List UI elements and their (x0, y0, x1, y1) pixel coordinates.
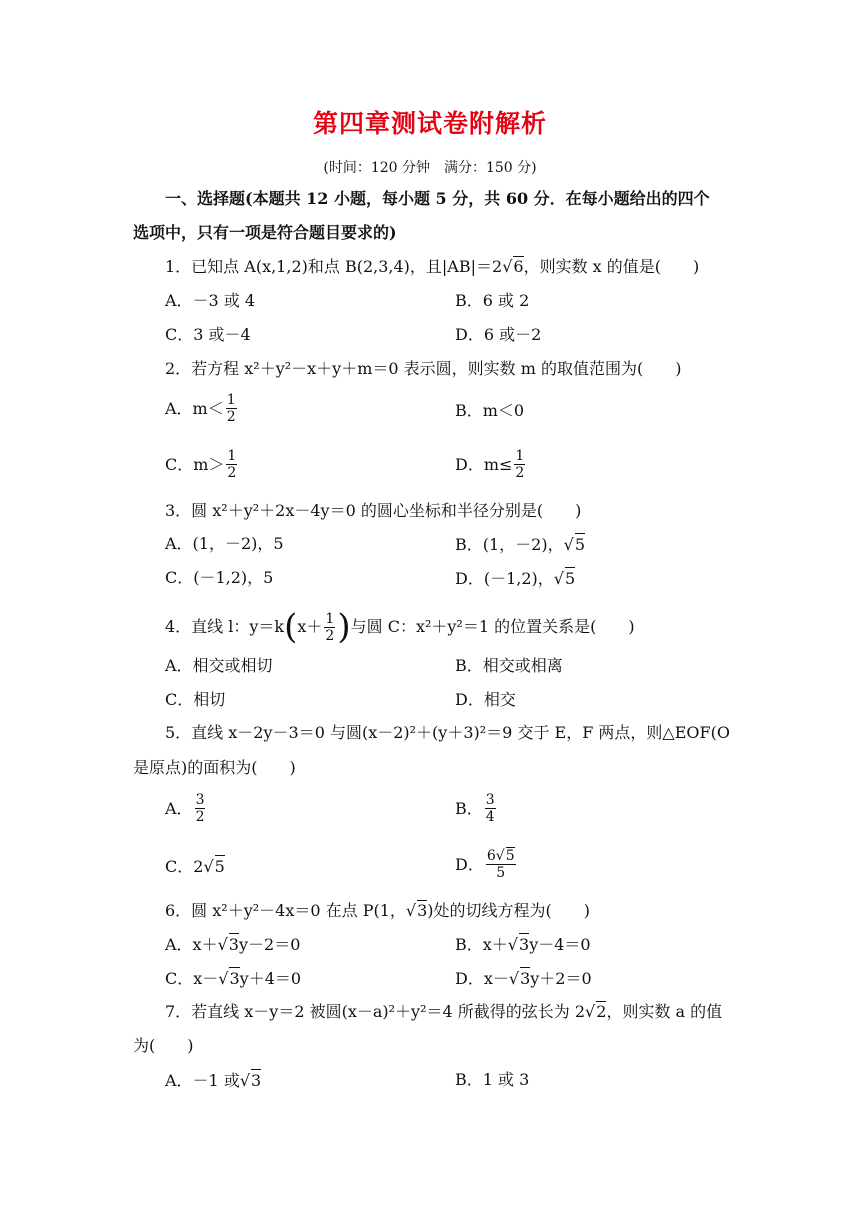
q3-option-b (455, 533, 585, 556)
q5-a-prefix: A． (165, 798, 193, 818)
numerator (486, 848, 516, 865)
denominator: 2 (195, 809, 205, 825)
q6-stem-text-b: )处的切线方程为( ) (427, 901, 591, 920)
radicand: 3 (229, 969, 240, 988)
q2-option-a (165, 392, 239, 425)
q3-option-c: C．(－1,2)，5 (165, 568, 274, 587)
q6-a-prefix: A．x＋ (165, 934, 218, 954)
radicand: 5 (214, 857, 225, 876)
numerator-coefficient: 6 (486, 848, 496, 864)
q5-c-prefix: C．2 (165, 856, 204, 876)
sqrt-symbol: √ (495, 848, 505, 864)
denominator: 2 (227, 465, 237, 481)
radicand: 3 (519, 935, 530, 954)
right-paren: ) (337, 607, 351, 647)
q7-option-a (165, 1069, 261, 1092)
q6-option-c (165, 967, 301, 990)
fraction (226, 448, 237, 481)
numerator: 1 (226, 392, 236, 408)
denominator: 4 (485, 809, 495, 825)
question-5-stem-line1: 5．直线 x－2y－3＝0 与圆(x－2)²＋(y＋3)²＝9 交于 E，F 两点，则△EOF(O (165, 723, 730, 742)
fraction (514, 448, 525, 481)
q6-b-suffix: y－4＝0 (529, 934, 591, 954)
page-title: 第四章测试卷附解析 (312, 109, 547, 138)
question-7-stem-line1 (165, 1001, 722, 1023)
sqrt-symbol: √ (218, 968, 229, 988)
question-1-stem (165, 256, 699, 278)
sqrt-symbol: √ (502, 257, 513, 276)
sqrt-symbol: √ (507, 934, 518, 954)
q6-d-suffix: y＋2＝0 (530, 968, 592, 988)
q2-option-c (165, 448, 239, 481)
q6-option-d (455, 967, 592, 990)
q6-option-a (165, 933, 300, 956)
q4-inner: x＋ (297, 617, 323, 636)
numerator: 1 (227, 448, 237, 464)
question-6-stem (165, 900, 590, 922)
q6-c-prefix: C．x－ (165, 968, 219, 988)
section-heading-line2: 选项中，只有一项是符合题目要求的) (133, 223, 397, 242)
sqrt-symbol: √ (239, 1070, 251, 1090)
q5-b-prefix: B． (455, 798, 483, 818)
q7-option-b: B．1 或 3 (455, 1070, 530, 1089)
q6-a-suffix: y－2＝0 (238, 934, 301, 954)
q4-option-d: D．相交 (455, 690, 516, 709)
q2-d-prefix: D．m≤ (455, 454, 513, 474)
radicand: 5 (505, 848, 515, 864)
left-paren: ( (284, 607, 298, 647)
q4-option-a: A．相交或相切 (165, 656, 273, 675)
q2-option-d (455, 448, 527, 481)
q5-option-d (455, 848, 518, 881)
sqrt-symbol: √ (585, 1002, 596, 1021)
q4-option-b: B．相交或相离 (455, 656, 563, 675)
numerator: 1 (325, 610, 335, 627)
q5-option-a (165, 792, 207, 825)
fraction (226, 392, 237, 425)
q4-stem-text-b: 与圆 C：x²＋y²＝1 的位置关系是( ) (350, 617, 635, 636)
radicand: 5 (564, 569, 576, 588)
q3-b-prefix: B．(1，－2)， (455, 534, 564, 554)
sqrt-symbol: √ (405, 901, 417, 920)
question-7-stem-line2: 为( ) (133, 1036, 194, 1055)
sqrt-symbol: √ (203, 856, 214, 876)
q6-d-prefix: D．x－ (455, 968, 509, 988)
q5-option-c (165, 855, 225, 878)
q3-option-a: A．(1，－2)，5 (165, 534, 284, 553)
q1-radicand: 6 (513, 257, 524, 276)
q1-stem-text-b: ，则实数 x 的值是( ) (523, 257, 700, 276)
q2-c-prefix: C．m＞ (165, 454, 225, 474)
sqrt-symbol: √ (217, 934, 228, 954)
q3-d-prefix: D．(－1,2)， (455, 568, 554, 588)
q2-option-b: B．m＜0 (455, 401, 525, 420)
denominator: 5 (496, 865, 506, 881)
radicand: 3 (228, 935, 239, 954)
sqrt-symbol: √ (553, 568, 564, 588)
denominator: 2 (226, 409, 236, 425)
q2-a-prefix: A．m＜ (165, 398, 224, 418)
q6-b-prefix: B．x＋ (455, 934, 508, 954)
q5-option-b (455, 792, 498, 825)
q3-option-d (455, 567, 575, 590)
sqrt-symbol: √ (508, 968, 520, 988)
fraction (324, 611, 335, 644)
q1-option-c: C．3 或－4 (165, 325, 251, 344)
q7-stem-text-a: 7．若直线 x－y＝2 被圆(x－a)²＋y²＝4 所截得的弦长为 2 (165, 1002, 586, 1021)
time-score-info: (时间：120 分钟 满分：150 分) (323, 160, 537, 176)
numerator: 1 (515, 448, 525, 464)
q1-option-b: B．6 或 2 (455, 291, 530, 310)
sqrt-symbol: √ (563, 534, 574, 554)
fraction (485, 792, 496, 825)
q1-option-d: D．6 或－2 (455, 325, 542, 344)
section-heading-line1: 一、选择题(本题共 12 小题，每小题 5 分，共 60 分．在每小题给出的四个 (165, 189, 710, 208)
question-3-stem: 3．圆 x²＋y²＋2x－4y＝0 的圆心坐标和半径分别是( ) (165, 501, 582, 520)
q7-stem-text-b: ，则实数 a 的值 (606, 1002, 723, 1021)
question-2-stem: 2．若方程 x²＋y²－x＋y＋m＝0 表示圆，则实数 m 的取值范围为( ) (165, 359, 682, 378)
q5-d-prefix: D． (455, 854, 484, 874)
denominator: 2 (515, 465, 525, 481)
q6-c-suffix: y＋4＝0 (239, 968, 302, 988)
question-4-stem (165, 607, 635, 647)
q4-option-c: C．相切 (165, 690, 226, 709)
radicand: 3 (520, 969, 531, 988)
fraction (195, 792, 206, 825)
q6-option-b (455, 933, 591, 956)
q4-stem-text-a: 4．直线 l：y＝k (165, 617, 285, 636)
question-5-stem-line2: 是原点)的面积为( ) (133, 758, 296, 777)
q1-option-a: A．－3 或 4 (165, 291, 256, 310)
denominator: 2 (325, 627, 335, 644)
radicand: 3 (251, 1071, 262, 1090)
q6-stem-text-a: 6．圆 x²＋y²－4x＝0 在点 P(1， (165, 901, 406, 920)
q1-stem-text-a: 1．已知点 A(x,1,2)和点 B(2,3,4)，且|AB|＝2 (165, 257, 503, 276)
numerator: 3 (485, 792, 495, 808)
fraction (486, 848, 516, 881)
numerator: 3 (195, 792, 205, 808)
q7-a-prefix: A．－1 或 (165, 1070, 240, 1090)
radicand: 5 (574, 535, 585, 554)
radicand: 3 (417, 901, 428, 920)
radicand: 2 (596, 1002, 607, 1021)
